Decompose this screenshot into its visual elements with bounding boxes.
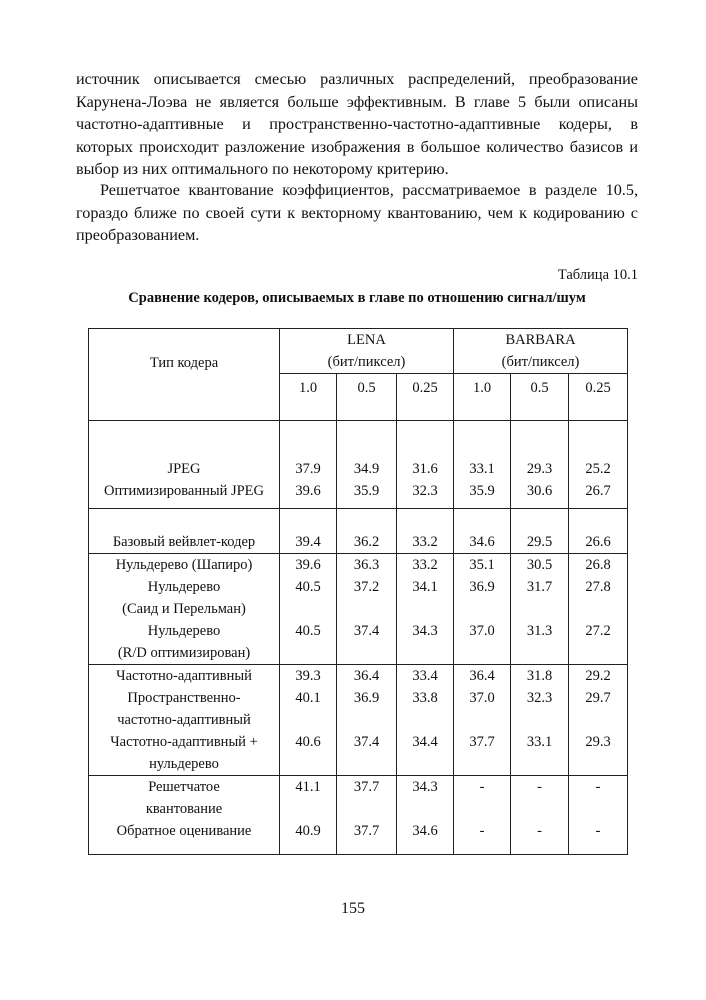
- barbara-025-cell: 26.6: [569, 509, 628, 554]
- barbara-05-cell: 29.5: [511, 509, 569, 554]
- body-text-2: [76, 179, 638, 247]
- paragraph-2: Решетчатое квантование коэффициентов, рассматриваемое в разделе 10.5, гораздо ближе по своей сути к векторному квантованию, чем к кодированию с преобразованием.: [76, 181, 638, 244]
- barbara-05-cell: 31.8 32.3 33.1: [511, 665, 569, 776]
- lena-1-cell: 37.9 39.6: [280, 421, 337, 509]
- comparison-table: [88, 328, 628, 855]
- coder-names-zerotree: Нульдерево (Шапиро) Нульдерево (Саид и Перельман) Нульдерево (R/D оптимизирован): [89, 554, 280, 665]
- lena-1-cell: 41.1 40.9: [280, 776, 337, 855]
- barbara-1-cell: 35.1 36.9 37.0: [454, 554, 511, 665]
- table-title: Сравнение кодеров, описываемых в главе по отношению сигнал/шум: [128, 290, 586, 306]
- header-barbara: BARBARA (бит/пиксел): [454, 329, 628, 374]
- lena-05-cell: 36.2: [337, 509, 397, 554]
- barbara-05-cell: - -: [511, 776, 569, 855]
- lena-025-cell: 31.6 32.3: [397, 421, 454, 509]
- table-row: [89, 554, 628, 665]
- rate-lena-025: 0.25: [397, 374, 454, 421]
- lena-05-cell: 37.7 37.7: [337, 776, 397, 855]
- body-text-1: [76, 68, 638, 181]
- lena-05-cell: 36.4 36.9 37.4: [337, 665, 397, 776]
- lena-025-cell: 34.3 34.6: [397, 776, 454, 855]
- rate-lena-05: 0.5: [337, 374, 397, 421]
- barbara-05-cell: 29.3 30.6: [511, 421, 569, 509]
- coder-names-adaptive: Частотно-адаптивный Пространственно- частотно-адаптивный Частотно-адаптивный + нульдерево: [89, 665, 280, 776]
- rate-lena-1: 1.0: [280, 374, 337, 421]
- lena-025-cell: 33.2: [397, 509, 454, 554]
- rate-barbara-05: 0.5: [511, 374, 569, 421]
- rate-barbara-1: 1.0: [454, 374, 511, 421]
- lena-05-cell: 36.3 37.2 37.4: [337, 554, 397, 665]
- lena-025-cell: 33.2 34.1 34.3: [397, 554, 454, 665]
- barbara-1-cell: 33.1 35.9: [454, 421, 511, 509]
- barbara-1-cell: 34.6: [454, 509, 511, 554]
- barbara-025-cell: 26.8 27.8 27.2: [569, 554, 628, 665]
- barbara-025-cell: 25.2 26.7: [569, 421, 628, 509]
- paragraph-1-text: источник описывается смесью различных распределений, преобразование Карунена-Лоэва не является больше эффективным. В главе 5 были описаны частотно-адаптивные и пространственно-частотно-адаптивные кодеры, в которых происходит разложение изображения в большое количество базисов и выбор из них оптимального по некоторому критерию.: [76, 70, 638, 178]
- coder-names-wavelet: Базовый вейвлет-кодер: [89, 509, 280, 554]
- table-row: [89, 509, 628, 554]
- lena-05-cell: 34.9 35.9: [337, 421, 397, 509]
- coder-names-lattice: Решетчатое квантование Обратное оценивание: [89, 776, 280, 855]
- table-row: [89, 665, 628, 776]
- barbara-1-cell: - -: [454, 776, 511, 855]
- table-row: [89, 421, 628, 509]
- header-row: [89, 329, 628, 374]
- lena-1-cell: 39.3 40.1 40.6: [280, 665, 337, 776]
- lena-1-cell: 39.6 40.5 40.5: [280, 554, 337, 665]
- coder-names-jpeg: JPEG Оптимизированный JPEG: [89, 421, 280, 509]
- header-lena: LENA (бит/пиксел): [280, 329, 454, 374]
- barbara-05-cell: 30.5 31.7 31.3: [511, 554, 569, 665]
- table-row: [89, 776, 628, 855]
- table-number: Таблица 10.1: [557, 267, 638, 283]
- lena-025-cell: 33.4 33.8 34.4: [397, 665, 454, 776]
- barbara-025-cell: - -: [569, 776, 628, 855]
- header-coder-type: Тип кодера: [89, 329, 280, 421]
- barbara-1-cell: 36.4 37.0 37.7: [454, 665, 511, 776]
- page-number: 155: [341, 900, 365, 917]
- rate-barbara-025: 0.25: [569, 374, 628, 421]
- lena-1-cell: 39.4: [280, 509, 337, 554]
- barbara-025-cell: 29.2 29.7 29.3: [569, 665, 628, 776]
